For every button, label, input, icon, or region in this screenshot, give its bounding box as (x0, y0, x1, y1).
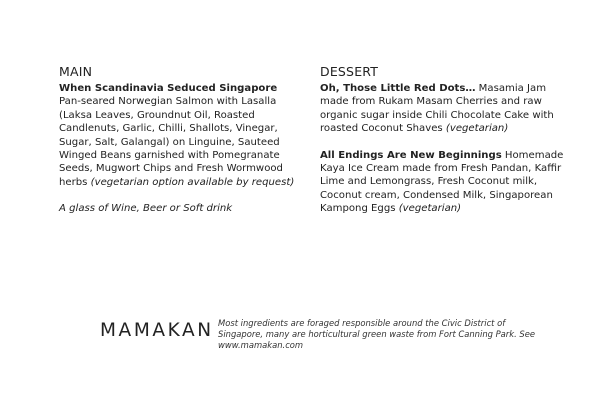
dessert-item-description: Masamia Jam made from Rukam Masam Cherries and raw organic sugar inside Chili Chocolate Cake with roasted Coconut Shaves (320, 83, 554, 135)
main-heading: MAIN (59, 64, 93, 79)
dessert-heading: DESSERT (320, 64, 379, 79)
spacer (320, 136, 565, 149)
dessert-item-note: (vegetarian) (445, 123, 509, 135)
dessert-item-name: Oh, Those Little Red Dots… (320, 83, 476, 94)
dessert-item-note: (vegetarian) (398, 203, 462, 215)
main-dish (59, 82, 311, 189)
main-dish-name: When Scandinavia Seduced Singapore (59, 83, 278, 94)
main-section (59, 64, 311, 216)
dessert-section (320, 64, 565, 216)
footer-note: Most ingredients are foraged responsible around the Civic District of Singapore, many are horticultural green waste from Fort Canning Park. See www.mamakan.com (218, 318, 536, 351)
main-dish-description: Pan-seared Norwegian Salmon with Lasalla (Laksa Leaves, Groundnut Oil, Roasted Candlenuts, Garlic, Chilli, Shallots, Vinegar, Sugar, Salt, Galangal) on Linguine, Sauteed Winged Beans garnished with Pomegranate Seeds, Mugwort Chips and Fresh Wormwood herbs (59, 96, 283, 188)
dessert-item-description: Homemade Kaya Ice Cream made from Fresh Pandan, Kaffir Lime and Lemongrass, Fresh Coconut milk, Coconut cream, Condensed Milk, Singaporean Kampong Eggs (320, 149, 564, 215)
main-dish-note: (vegetarian option available by request) (90, 176, 295, 188)
dessert-item (320, 149, 565, 216)
dessert-item (320, 82, 565, 136)
brand-logo: MAMAKAN (100, 320, 214, 341)
dessert-item-name: All Endings Are New Beginnings (320, 149, 502, 161)
spacer (59, 189, 311, 202)
main-drink: A glass of Wine, Beer or Soft drink (59, 203, 233, 215)
